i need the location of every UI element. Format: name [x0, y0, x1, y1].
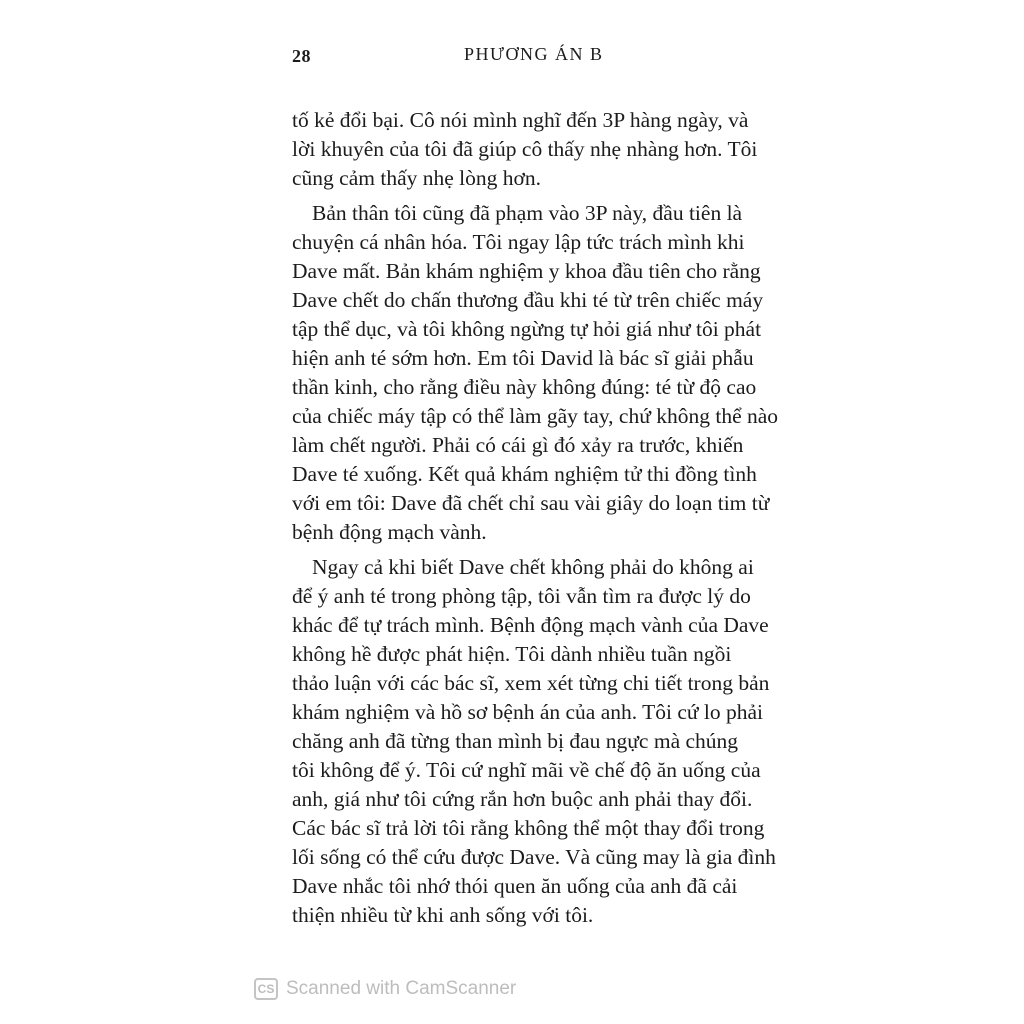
text-line: bệnh động mạch vành. [292, 520, 487, 544]
text-line: Dave mất. Bản khám nghiệm y khoa đầu tiên cho rằng [292, 259, 761, 283]
text-line: Các bác sĩ trả lời tôi rằng không thể một thay đổi trong [292, 816, 765, 840]
text-line: cũng cảm thấy nhẹ lòng hơn. [292, 166, 542, 190]
text-line: chuyện cá nhân hóa. Tôi ngay lập tức trách mình khi [292, 230, 745, 254]
text-line: tập thể dục, và tôi không ngừng tự hỏi giá như tôi phát [292, 317, 762, 341]
text-line: Ngay cả khi biết Dave chết không phải do không ai [312, 555, 754, 579]
text-line: Dave té xuống. Kết quả khám nghiệm tử thi đồng tình [292, 462, 757, 486]
text-line: Dave chết do chấn thương đầu khi té từ trên chiếc máy [292, 288, 764, 312]
text-line: lời khuyên của tôi đã giúp cô thấy nhẹ nhàng hơn. Tôi [292, 137, 758, 161]
text-line: thần kinh, cho rằng điều này không đúng: té từ độ cao [292, 375, 757, 399]
text-line: Dave nhắc tôi nhớ thói quen ăn uống của anh đã cải [292, 874, 738, 898]
text-line: khám nghiệm và hồ sơ bệnh án của anh. Tôi cứ lo phải [292, 700, 764, 724]
watermark-text: Scanned with CamScanner [286, 978, 517, 999]
text-line: lối sống có thể cứu được Dave. Và cũng may là gia đình [292, 845, 776, 869]
paragraph-1 [292, 106, 767, 193]
text-line: hiện anh té sớm hơn. Em tôi David là bác sĩ giải phẫu [292, 346, 754, 370]
text-line: anh, giá như tôi cứng rắn hơn buộc anh phải thay đổi. [292, 787, 753, 811]
paragraph-3 [292, 553, 776, 930]
text-line: khác để tự trách mình. Bệnh động mạch vành của Dave [292, 613, 769, 637]
text-line: Bản thân tôi cũng đã phạm vào 3P này, đầu tiên là [312, 201, 743, 225]
text-line: làm chết người. Phải có cái gì đó xảy ra trước, khiến [292, 433, 744, 457]
page-number: 28 [292, 46, 311, 66]
running-title: PHƯƠNG ÁN B [464, 44, 604, 64]
camscanner-watermark [254, 978, 516, 1000]
body-text [292, 106, 779, 936]
text-line: tố kẻ đổi bại. Cô nói mình nghĩ đến 3P hàng ngày, và [292, 108, 749, 132]
camscanner-logo-icon: CS [254, 978, 278, 1000]
text-line: chăng anh đã từng than mình bị đau ngực mà chúng [292, 729, 739, 753]
text-line: để ý anh té trong phòng tập, tôi vẫn tìm ra được lý do [292, 584, 751, 608]
text-line: thiện nhiều từ khi anh sống với tôi. [292, 903, 594, 927]
text-line: tôi không để ý. Tôi cứ nghĩ mãi về chế độ ăn uống của [292, 758, 761, 782]
text-line: không hề được phát hiện. Tôi dành nhiều tuần ngồi [292, 642, 732, 666]
text-line: của chiếc máy tập có thể làm gãy tay, chứ không thể nào [292, 404, 779, 428]
text-line: thảo luận với các bác sĩ, xem xét từng chi tiết trong bản [292, 671, 770, 695]
text-line: với em tôi: Dave đã chết chỉ sau vài giây do loạn tim từ [292, 491, 770, 515]
paragraph-2 [292, 199, 779, 547]
